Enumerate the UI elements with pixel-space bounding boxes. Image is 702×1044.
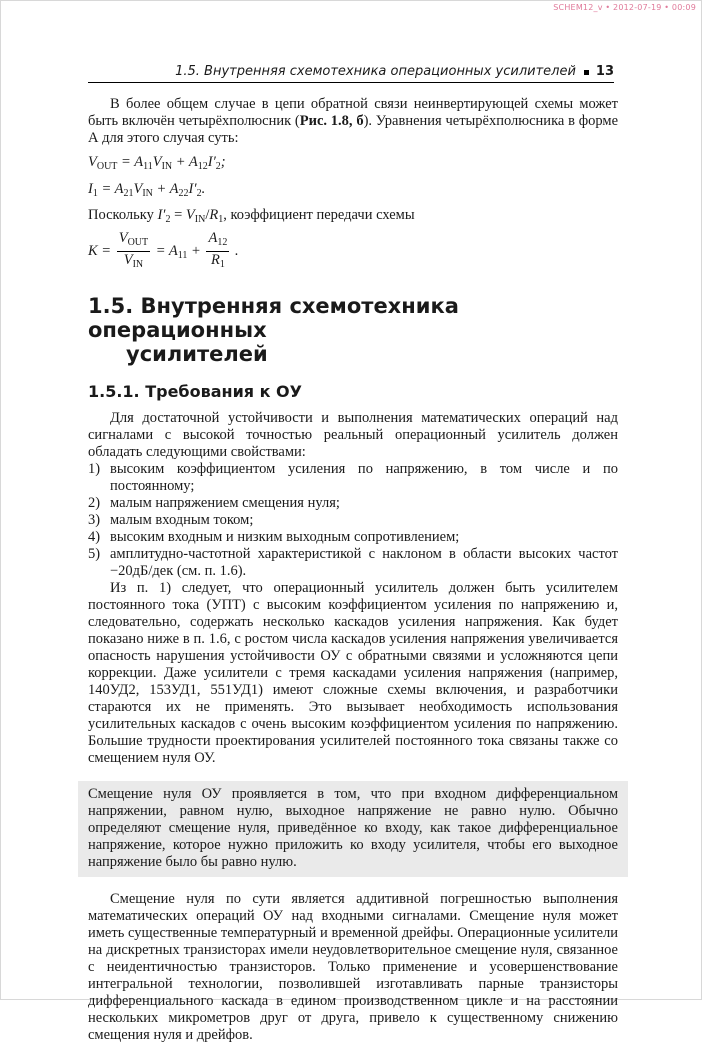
section-heading: [88, 294, 618, 366]
list-item: 1) высоким коэффициентом усиления по напряжению, в том числе и по постоянному;: [88, 461, 618, 494]
square-bullet-icon: [584, 70, 589, 75]
list-item: 5) амплитудно-частотной характеристикой с наклоном в области высоких частот −20дБ/дек (см. п. 1.6).: [88, 546, 618, 579]
note-box: [78, 781, 628, 877]
body-paragraph: Из п. 1) следует, что операционный усилитель должен быть усилителем постоянного тока (УПТ) с высоким коэффициентом усиления по напряжению и, следовательно, содержать несколько каскадов усиления напряжения. Как будет показано ниже в п. 1.6, с ростом числа каскадов усиления напряжения увеличивается опасность нарушения устойчивости ОУ с обратными связями и усложняются цепи коррекции. Даже усилители с тремя каскадами усиления напряжения (например, 140УД2, 153УД1, 551УД1) имеют сложные схемы включения, и разработчики стараются их не применять. Это вызывает необходимость использования усилительных каскадов с очень высоким коэффициентом усиления по напряжению. Большие трудности проектирования усилителей постоянного тока связаны также со смещением нуля ОУ.: [88, 580, 618, 766]
running-header: [88, 64, 614, 83]
body-paragraph-2: Смещение нуля по сути является аддитивной погрешностью выполнения математических операций ОУ над входными сигналами. Смещение нуля может иметь существенные температурный и временной дрейфы. Операционные усилители на дискретных транзисторах имели неудовлетворительное смещение нуля, связанное с неидентичностью транзисторов. Только применение и усовершенствование интегральной технологии, позволившей изготавливать парные транзисторы дифференциального каскада в едином производственном цикле и на расстоянии нескольких микрометров друг от друга, привело к существенному снижению смещения нуля и дрейфов.: [88, 891, 618, 1043]
list-item: 3) малым входным током;: [88, 512, 254, 528]
section-title-line-1: 1.5. Внутренняя схемотехника операционных: [88, 294, 459, 342]
equation-1: $V_{OUT} = A_{11}V_{IN} + A_{12}I'_2$;: [88, 154, 226, 172]
page-number: 13: [595, 64, 614, 79]
requirements-list: [88, 461, 618, 580]
page-content: [88, 96, 618, 1044]
running-title: 1.5. Внутренняя схемотехника операционных усилителей: [175, 64, 576, 79]
equation-3: K = $\frac{V_{OUT}}{V_{IN}}$ = $A_{11}$ + $\frac{A_{12}}{R_1}$ .: [88, 230, 239, 270]
intro-paragraph-2: Поскольку $I'_2 = V_{IN}/R_1$, коэффициент передачи схемы: [88, 207, 415, 225]
intro-paragraph: В более общем случае в цепи обратной связи неинвертирующей схемы может быть включён четырёхполюсник (Рис. 1.8, б). Уравнения четырёхполюсника в форме А для этого случая суть:: [88, 96, 619, 146]
list-item: 4) высоким входным и низким выходным сопротивлением;: [88, 529, 460, 545]
watermark: SCHEM12_v • 2012-07-19 • 00:09: [553, 3, 696, 12]
subsection-title: 1.5.1. Требования к ОУ: [88, 382, 302, 401]
list-item: 2) малым напряжением смещения нуля;: [88, 495, 340, 511]
requirements-paragraph: Для достаточной устойчивости и выполнения математических операций над сигналами с высокой точностью реальный операционный усилитель должен обладать следующими свойствами:: [88, 410, 618, 460]
figure-reference: Рис. 1.8, б: [299, 113, 364, 129]
note-text: Смещение нуля ОУ проявляется в том, что при входном дифференциальном напряжении, равном нулю, выходное напряжение не равно нулю. Обычно определяют смещение нуля, приведённое ко входу, как такое дифференциальное напряжение, которое нужно приложить ко входу усилителя, чтобы его выходное напряжение было бы равно нулю.: [88, 786, 618, 870]
equation-2: $I_1 = A_{21}V_{IN} + A_{22}I'_2$.: [88, 181, 206, 199]
section-title-line-2: усилителей: [126, 342, 268, 366]
